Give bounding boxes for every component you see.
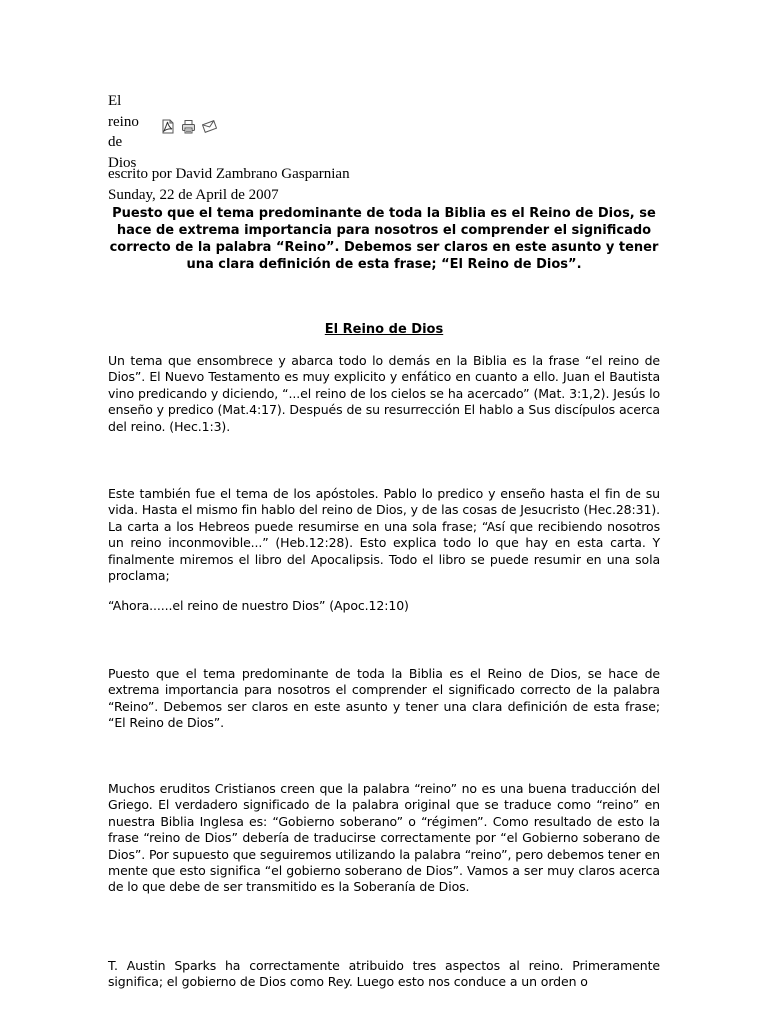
body-paragraph: Puesto que el tema predominante de toda la Biblia es el Reino de Dios, se hace de extrema importancia para nosotros el comprender el significado correcto de la palabra “Reino”. Debemos ser claros en este asunto y tener una clara definición de esta frase; “El Reino de Dios”. — [108, 666, 660, 731]
body-paragraph: Un tema que ensombrece y abarca todo lo demás en la Biblia es la frase “el reino de Dios”. El Nuevo Testamento es muy explicito y enfático en cuanto a ello. Juan el Bautista vino predicando y diciendo, “...el reino de los cielos se ha acercado” (Mat. 3:1,2). Jesús lo enseño y predico (Mat.4:17). Después de su resurrección El hablo a Sus discípulos acerca del reino. (Hec.1:3). — [108, 353, 660, 434]
print-icon[interactable] — [181, 119, 196, 134]
author-line: escrito por David Zambrano Gasparnian — [108, 166, 350, 182]
title-line: de — [108, 134, 123, 150]
article-byline — [108, 164, 350, 206]
article-tools — [160, 119, 217, 134]
article-title — [108, 91, 158, 173]
title-line: Dios — [108, 154, 137, 171]
body-paragraph: Muchos eruditos Cristianos creen que la palabra “reino” no es una buena traducción del Griego. El verdadero significado de la palabra original que se traduce como “reino” en nuestra Biblia Inglesa es: “Gobierno soberano” o “régimen”. Como resultado de esto la frase “reino de Dios” debería de traducirse correctamente por “el Gobierno soberano de Dios”. Por supuesto que seguiremos utilizando la palabra “reino”, pero debemos tener en mente que esto significa “el gobierno soberano de Dios”. Vamos a ser muy claros acerca de lo que debe de ser transmitido es la Soberanía de Dios. — [108, 781, 660, 895]
pdf-icon[interactable] — [160, 119, 175, 134]
quote-line: “Ahora......el reino de nuestro Dios” (Apoc.12:10) — [108, 598, 409, 613]
section-heading: El Reino de Dios — [324, 322, 444, 337]
date-line: Sunday, 22 de April de 2007 — [108, 187, 279, 203]
intro-paragraph: Puesto que el tema predominante de toda la Biblia es el Reino de Dios, se hace de extrema importancia para nosotros el comprender el significado correcto de la palabra “Reino”. Debemos ser claros en este asunto y tener una clara definición de esta frase; “El Reino de Dios”. — [109, 206, 659, 272]
title-line: reino — [108, 113, 139, 130]
body-paragraph: T. Austin Sparks ha correctamente atribuido tres aspectos al reino. Primeramente significa; el gobierno de Dios como Rey. Luego esto nos conduce a un orden o — [108, 958, 660, 990]
email-icon[interactable] — [202, 119, 217, 134]
body-paragraph: Este también fue el tema de los apóstoles. Pablo lo predico y enseño hasta el fin de su vida. Hasta el mismo fin hablo del reino de Dios, y de las cosas de Jesucristo (Hec.28:31). La carta a los Hebreos puede resumirse en una sola frase; “Así que recibiendo nosotros un reino inconmovible...” (Heb.12:28). Esto explica todo lo que hay en esta carta. Y finalmente miremos el libro del Apocalipsis. Todo el libro se puede resumir en una sola proclama; — [108, 486, 660, 584]
title-line: El — [108, 93, 122, 109]
